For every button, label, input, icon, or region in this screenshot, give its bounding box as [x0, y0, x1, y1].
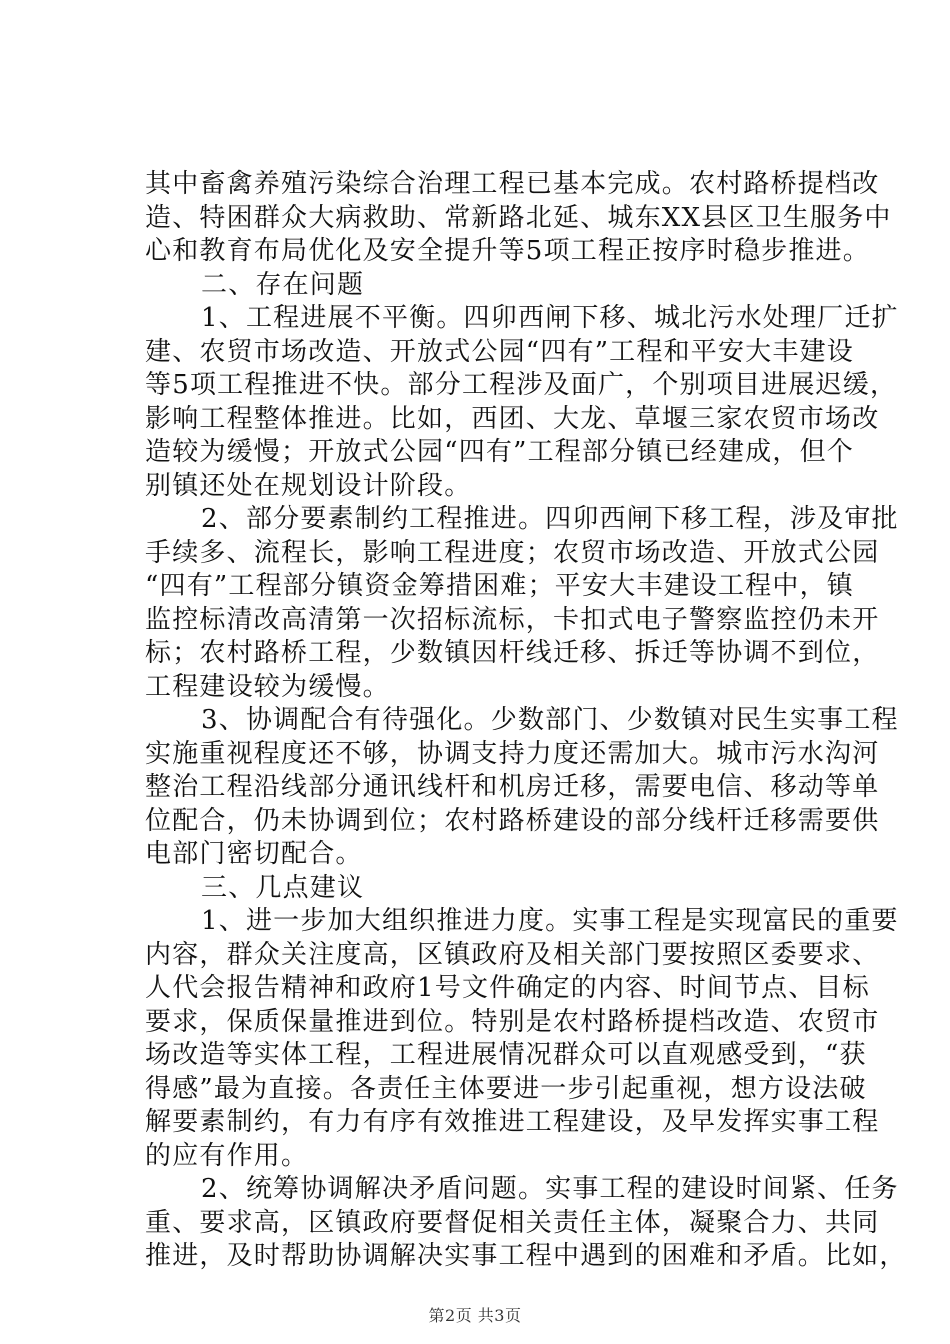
document-body [145, 168, 907, 1274]
text-line: 造、特困群众大病救助、常新路北延、城东XX县区卫生服务中 [145, 202, 892, 233]
text-line: 三、几点建议 [201, 872, 365, 903]
text-line: 2、统筹协调解决矛盾问题。实事工程的建设时间紧、任务 [201, 1174, 899, 1204]
text-line: “四有”工程部分镇资金筹措困难；平安大丰建设工程中，镇 [145, 571, 854, 601]
text-line: 推进，及时帮助协调解决实事工程中遇到的困难和矛盾。比如， [145, 1241, 907, 1271]
page-number-label: 第2页 共3页 [428, 1306, 522, 1325]
page-footer [0, 1303, 950, 1326]
text-line: 造较为缓慢；开放式公园“四有”工程部分镇已经建成，但个 [145, 437, 854, 467]
text-line: 2、部分要素制约工程推进。四卯西闸下移工程，涉及审批 [201, 504, 899, 534]
text-line: 影响工程整体推进。比如，西团、大龙、草堰三家农贸市场改 [145, 403, 880, 434]
text-line: 1、进一步加大组织推进力度。实事工程是实现富民的重要 [201, 906, 899, 936]
text-line: 心和教育布局优化及安全提升等5项工程正按序时稳步推进。 [145, 236, 870, 266]
text-line: 标；农村路桥工程，少数镇因杆线迁移、拆迁等协调不到位， [145, 638, 880, 668]
text-line: 解要素制约，有力有序有效推进工程建设，及早发挥实事工程 [145, 1107, 880, 1137]
text-line: 位配合，仍未协调到位；农村路桥建设的部分线杆迁移需要供 [145, 805, 880, 836]
text-line: 3、协调配合有待强化。少数部门、少数镇对民生实事工程 [201, 705, 899, 735]
text-line: 的应有作用。 [145, 1140, 309, 1171]
text-line: 场改造等实体工程，工程进展情况群众可以直观感受到，“获 [145, 1040, 867, 1070]
text-line: 要求，保质保量推进到位。特别是农村路桥提档改造、农贸市 [145, 1006, 880, 1037]
text-line: 监控标清改高清第一次招标流标，卡扣式电子警察监控仍未开 [145, 604, 880, 635]
text-line: 人代会报告精神和政府1号文件确定的内容、时间节点、目标 [145, 973, 870, 1003]
text-line: 其中畜禽养殖污染综合治理工程已基本完成。农村路桥提档改 [145, 169, 880, 199]
text-line: 重、要求高，区镇政府要督促相关责任主体，凝聚合力、共同 [145, 1207, 880, 1238]
text-line: 内容，群众关注度高，区镇政府及相关部门要按照区委要求、 [145, 939, 880, 970]
text-line: 二、存在问题 [201, 269, 365, 300]
text-line: 电部门密切配合。 [145, 839, 363, 869]
text-line: 工程建设较为缓慢。 [145, 671, 390, 702]
text-line: 整治工程沿线部分通讯线杆和机房迁移，需要电信、移动等单 [145, 772, 880, 802]
text-line: 得感”最为直接。各责任主体要进一步引起重视，想方设法破 [145, 1073, 867, 1104]
text-line: 实施重视程度还不够，协调支持力度还需加大。城市污水沟河 [145, 738, 880, 769]
text-line: 手续多、流程长，影响工程进度；农贸市场改造、开放式公园 [145, 537, 880, 568]
text-line: 1、工程进展不平衡。四卯西闸下移、城北污水处理厂迁扩 [201, 303, 899, 333]
text-line: 等5项工程推进不快。部分工程涉及面广，个别项目进展迟缓， [145, 370, 898, 400]
text-line: 别镇还处在规划设计阶段。 [145, 470, 472, 501]
text-line: 建、农贸市场改造、开放式公园“四有”工程和平安大丰建设 [145, 336, 854, 367]
